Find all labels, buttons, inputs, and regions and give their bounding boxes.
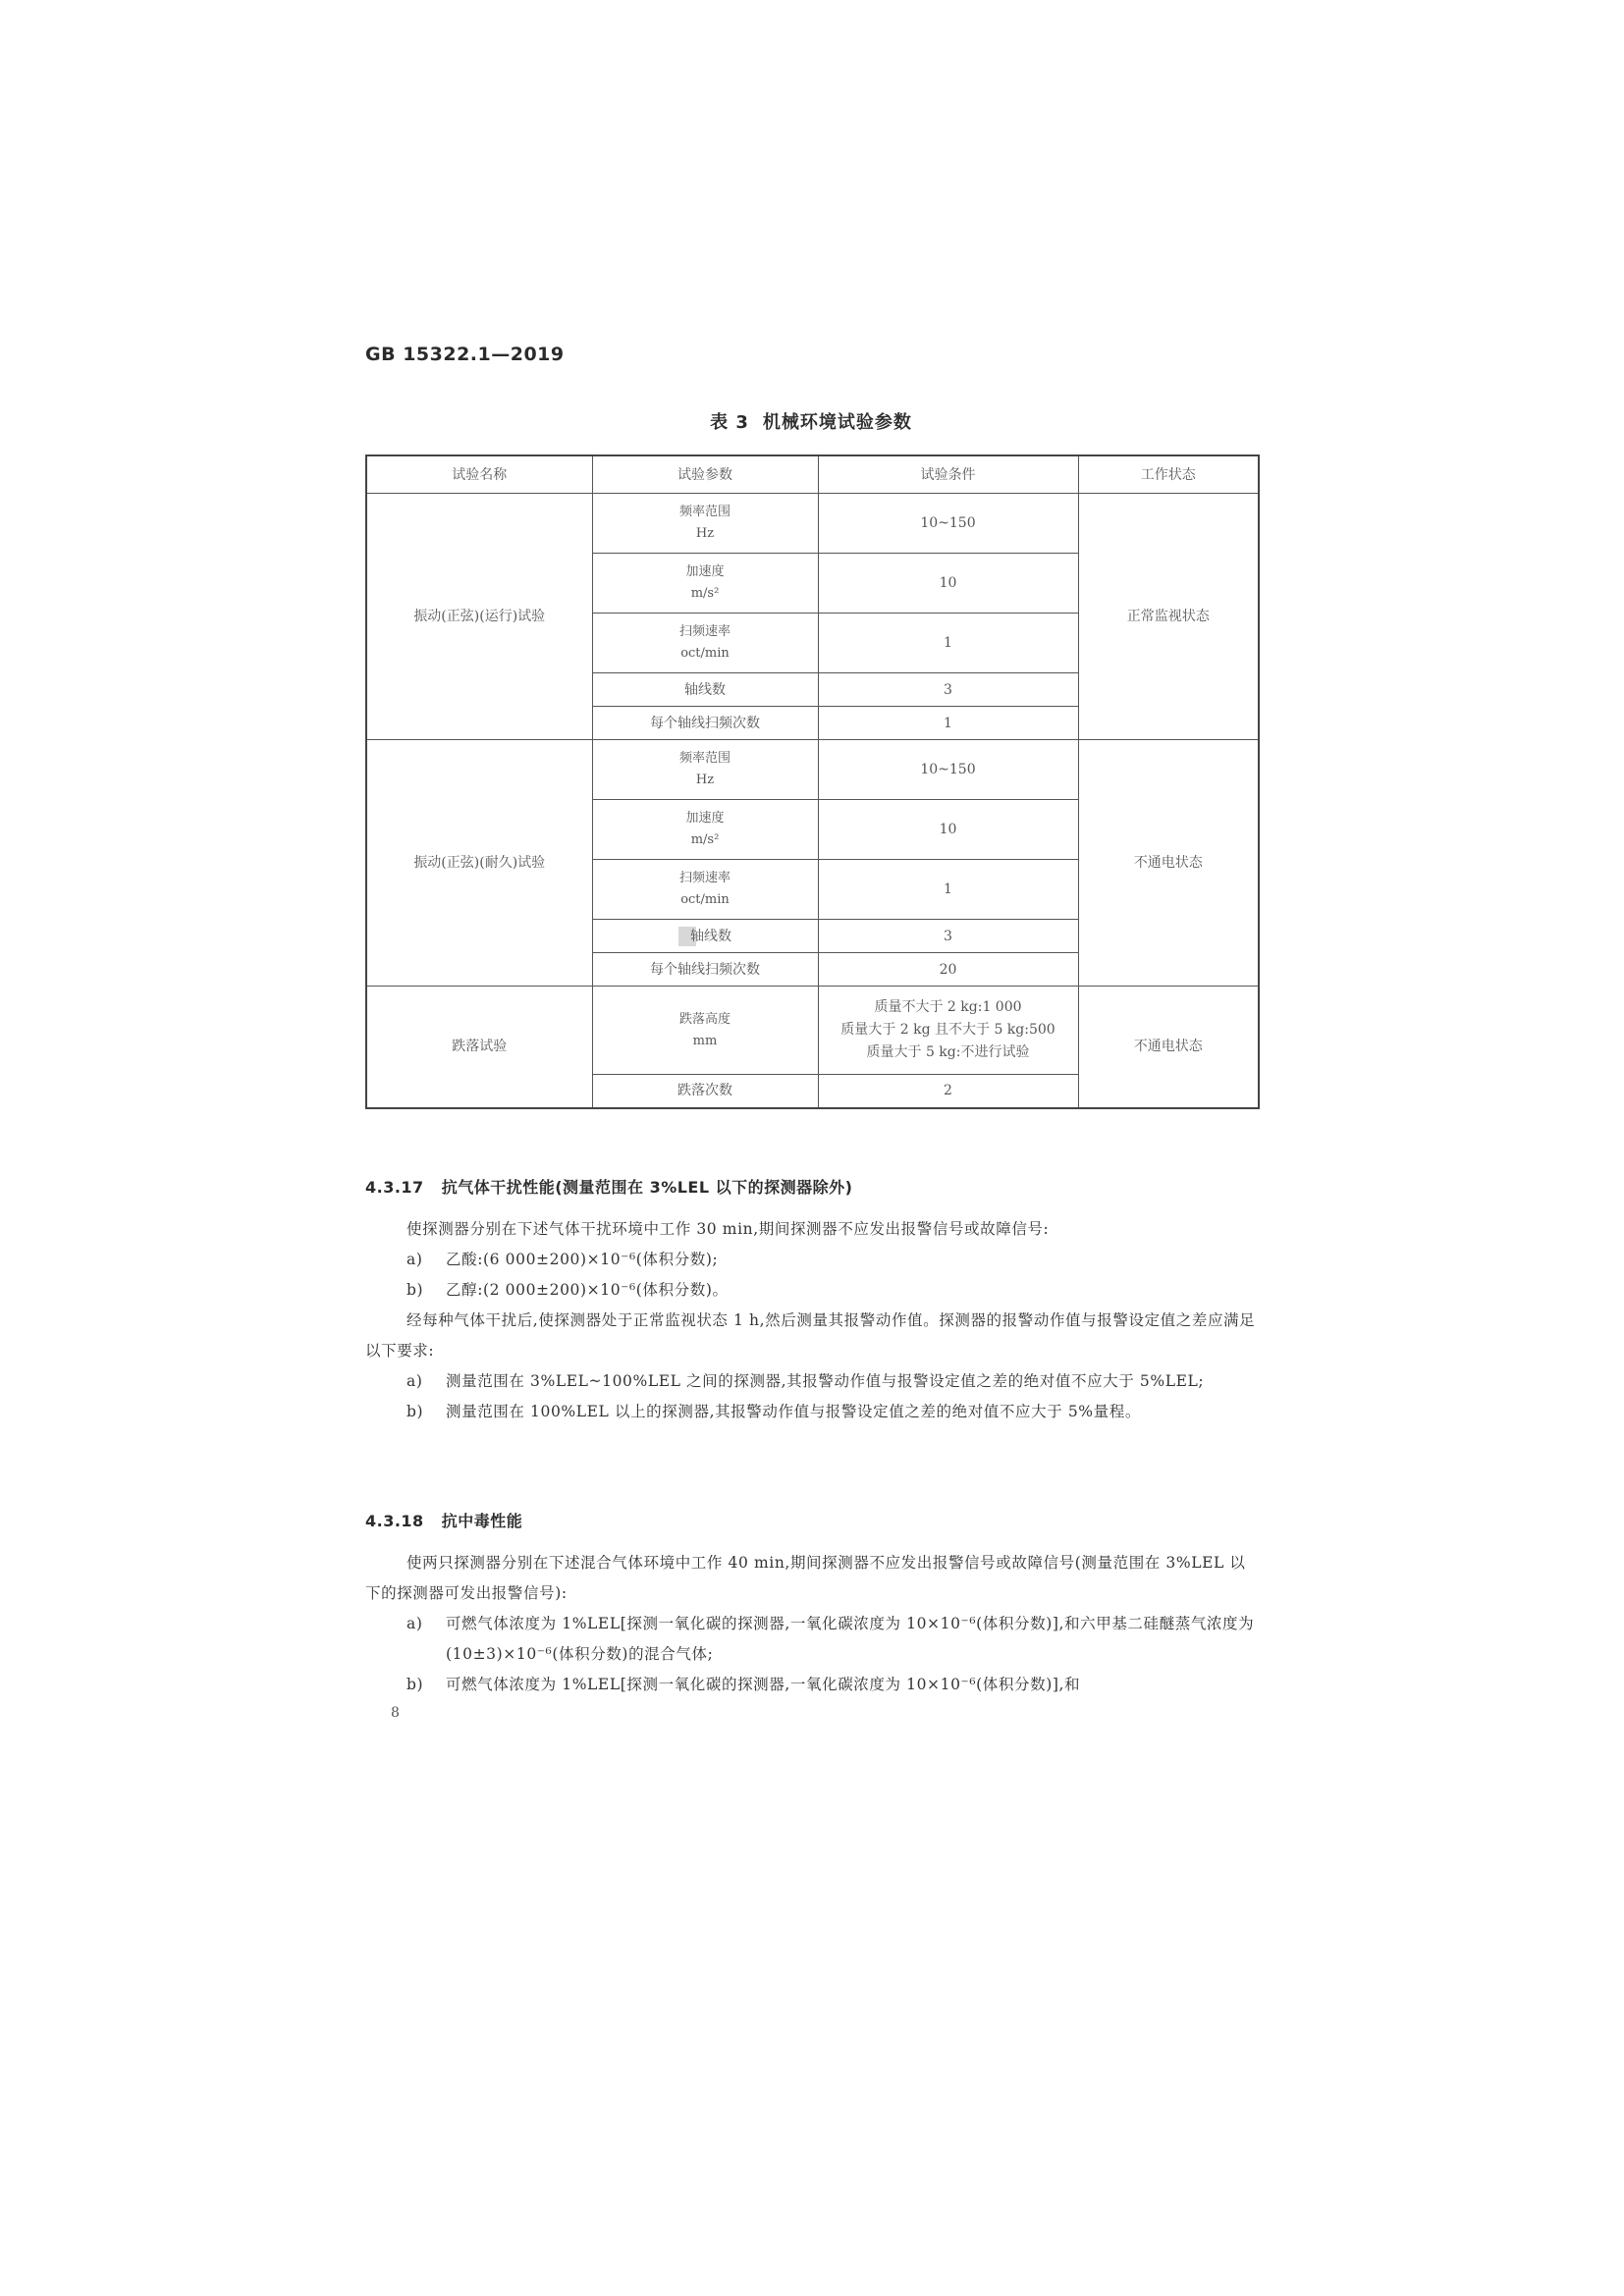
test-name-cell: 振动(正弦)(耐久)试验 <box>366 740 592 987</box>
section-heading-4-3-18: 4.3.18 抗中毒性能 <box>365 1512 523 1530</box>
condition-cell: 3 <box>818 920 1078 953</box>
list-item: a) 乙酸:(6 000±200)×10⁻⁶(体积分数); <box>406 1251 719 1268</box>
header-test-param: 试验参数 <box>592 455 818 494</box>
list-item: a) 测量范围在 3%LEL~100%LEL 之间的探测器,其报警动作值与报警设定值之差的绝对值不应大于 5%LEL; <box>406 1372 1205 1390</box>
test-name-cell: 跌落试验 <box>366 987 592 1108</box>
work-state-cell: 不通电状态 <box>1078 987 1259 1108</box>
condition-cell: 3 <box>818 673 1078 707</box>
condition-cell: 1 <box>818 860 1078 920</box>
section-body-4-3-17 <box>365 1214 1259 1427</box>
standard-code: GB 15322.1—2019 <box>365 344 565 365</box>
section-heading-4-3-17: 4.3.17 抗气体干扰性能(测量范围在 3%LEL 以下的探测器除外) <box>365 1178 853 1197</box>
table-header-row <box>366 455 1259 494</box>
param-cell: 加速度 m/s² <box>592 800 818 860</box>
param-cell: 加速度 m/s² <box>592 554 818 614</box>
param-cell: 跌落高度 mm <box>592 987 818 1075</box>
condition-cell: 2 <box>818 1075 1078 1108</box>
condition-cell: 10~150 <box>818 740 1078 800</box>
param-cell: 每个轴线扫频次数 <box>592 707 818 740</box>
condition-cell: 质量不大于 2 kg:1 000 质量大于 2 kg 且不大于 5 kg:500 质量大于 5 kg:不进行试验 <box>818 987 1078 1075</box>
test-parameters-table <box>365 454 1260 1109</box>
page-number: 8 <box>391 1705 400 1721</box>
condition-cell: 1 <box>818 614 1078 673</box>
work-state-cell: 不通电状态 <box>1078 740 1259 987</box>
header-work-state: 工作状态 <box>1078 455 1259 494</box>
param-cell: 轴线数 <box>592 920 818 953</box>
work-state-cell: 正常监视状态 <box>1078 494 1259 740</box>
param-cell: 扫频速率 oct/min <box>592 614 818 673</box>
param-cell: 跌落次数 <box>592 1075 818 1108</box>
condition-cell: 10 <box>818 800 1078 860</box>
paragraph: 使两只探测器分别在下述混合气体环境中工作 40 min,期间探测器不应发出报警信号或故障信号(测量范围在 3%LEL 以下的探测器可发出报警信号): <box>365 1554 1246 1602</box>
list-item: b) 测量范围在 100%LEL 以上的探测器,其报警动作值与报警设定值之差的绝对值不应大于 5%量程。 <box>406 1403 1141 1420</box>
condition-cell: 20 <box>818 953 1078 987</box>
table-row <box>366 494 1259 554</box>
paragraph: 使探测器分别在下述气体干扰环境中工作 30 min,期间探测器不应发出报警信号或故障信号: <box>406 1220 1050 1238</box>
header-test-name: 试验名称 <box>366 455 592 494</box>
table-row <box>366 740 1259 800</box>
header-test-condition: 试验条件 <box>818 455 1078 494</box>
list-item: a) 可燃气体浓度为 1%LEL[探测一氧化碳的探测器,一氧化碳浓度为 10×10⁻⁶(体积分数)],和六甲基二硅醚蒸气浓度为(10±3)×10⁻⁶(体积分数)的混合气体; <box>406 1615 1255 1663</box>
param-cell: 轴线数 <box>592 673 818 707</box>
param-cell: 频率范围 Hz <box>592 740 818 800</box>
paragraph: 经每种气体干扰后,使探测器处于正常监视状态 1 h,然后测量其报警动作值。探测器的报警动作值与报警设定值之差应满足以下要求: <box>365 1311 1256 1360</box>
test-name-cell: 振动(正弦)(运行)试验 <box>366 494 592 740</box>
condition-cell: 1 <box>818 707 1078 740</box>
param-cell: 扫频速率 oct/min <box>592 860 818 920</box>
table-caption <box>365 408 1257 434</box>
param-cell: 每个轴线扫频次数 <box>592 953 818 987</box>
table-caption-number: 表 3 <box>710 412 749 433</box>
list-item: b) 乙醇:(2 000±200)×10⁻⁶(体积分数)。 <box>406 1281 729 1299</box>
list-item: b) 可燃气体浓度为 1%LEL[探测一氧化碳的探测器,一氧化碳浓度为 10×10⁻⁶(体积分数)],和 <box>406 1676 1081 1693</box>
condition-cell: 10~150 <box>818 494 1078 554</box>
param-cell: 频率范围 Hz <box>592 494 818 554</box>
section-body-4-3-18 <box>365 1548 1259 1700</box>
condition-cell: 10 <box>818 554 1078 614</box>
table-caption-title: 机械环境试验参数 <box>762 412 912 433</box>
table-row <box>366 987 1259 1075</box>
